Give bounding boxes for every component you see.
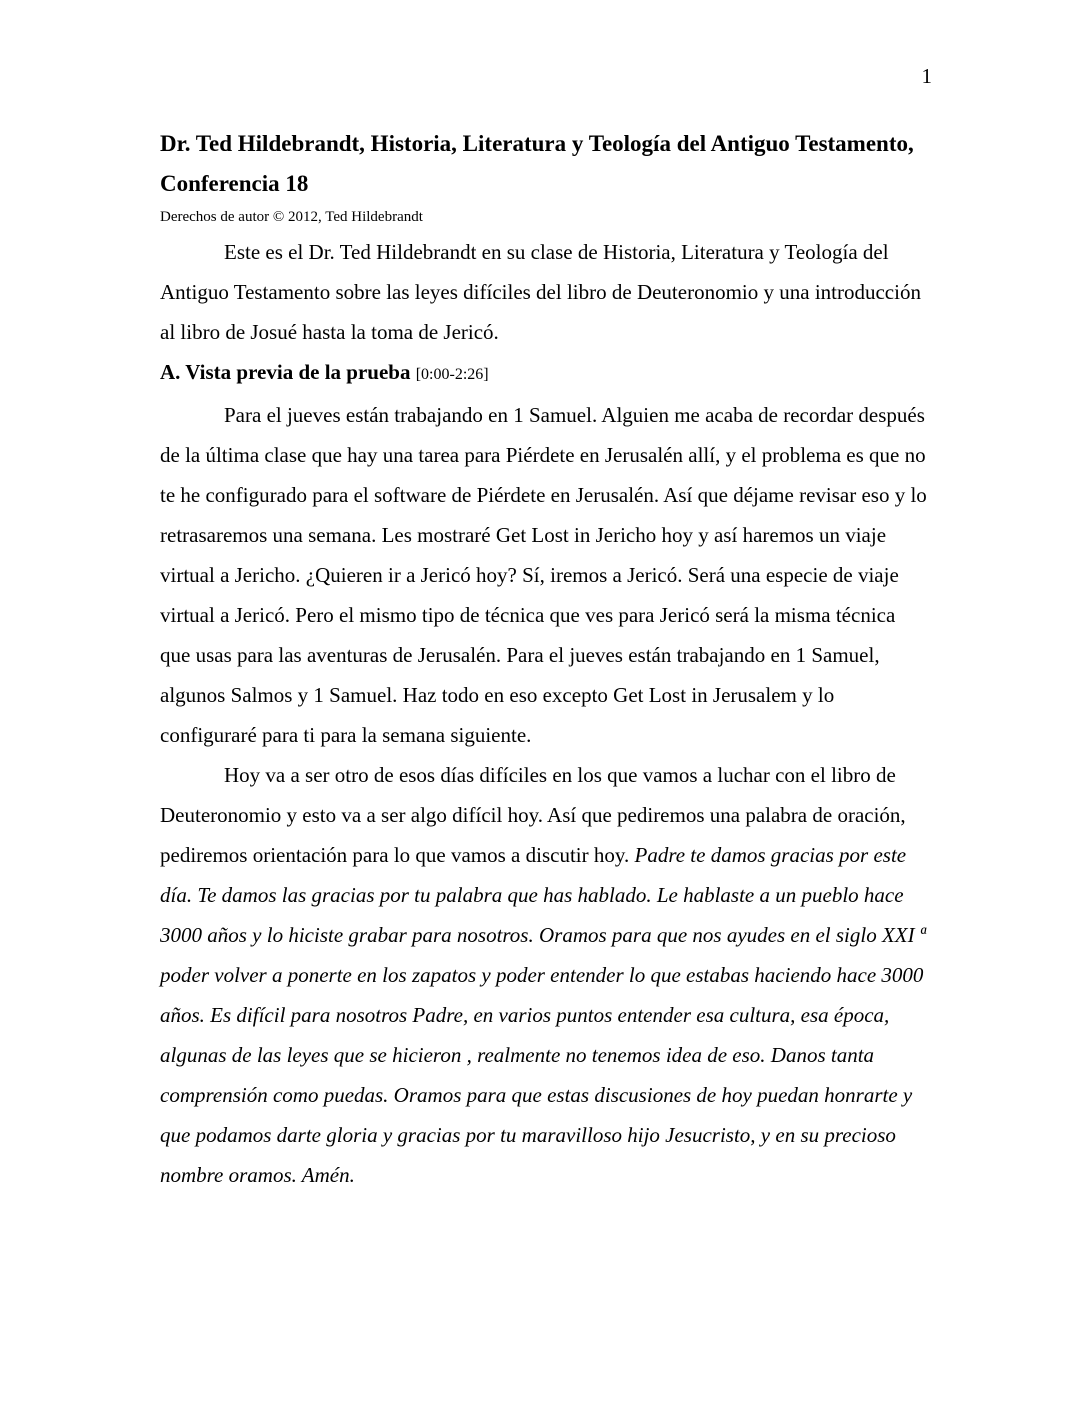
section-heading-timestamp: [0:00-2:26] <box>415 366 489 383</box>
prayer-text: Padre te damos gracias por este día. Te damos las gracias por tu palabra que has hablado. Le hablaste a un pueblo hace 3000 años y lo hiciste grabar para nosotros. Oramos para que nos ayudes en el siglo XXI ª poder volver a ponerte en los zapatos y poder entender lo que estabas haciendo hace 3000 años. Es difícil para nosotros Padre, en varios puntos entender esa cultura, esa época, algunas de las leyes que se hicieron , realmente no tenemos idea de eso. Danos tanta comprensión como puedas. Oramos para que estas discusiones de hoy puedan honrarte y que podamos darte gloria y gracias por tu maravilloso hijo Jesucristo, y en su precioso nombre oramos. Amén. <box>160 843 926 1187</box>
document-body <box>160 124 930 1195</box>
prayer-paragraph <box>160 755 930 1195</box>
document-title: Dr. Ted Hildebrandt, Historia, Literatura y Teología del Antiguo Testamento, Conferencia 18 <box>160 131 914 196</box>
copyright-notice: Derechos de autor © 2012, Ted Hildebrandt <box>160 209 423 225</box>
section-heading <box>160 352 930 395</box>
intro-paragraph: Este es el Dr. Ted Hildebrandt en su clase de Historia, Literatura y Teología del Antiguo Testamento sobre las leyes difíciles del libro de Deuteronomio y una introducción al libro de Josué hasta la toma de Jericó. <box>160 240 921 344</box>
page-number: 1 <box>921 64 932 88</box>
body-paragraph: Para el jueves están trabajando en 1 Samuel. Alguien me acaba de recordar después de la última clase que hay una tarea para Piérdete en Jerusalén allí, y el problema es que no te he configurado para el software de Piérdete en Jerusalén. Así que déjame revisar eso y lo retrasaremos una semana. Les mostraré Get Lost in Jericho hoy y así haremos un viaje virtual a Jericho. ¿Quieren ir a Jericó hoy? Sí, iremos a Jericó. Será una especie de viaje virtual a Jericó. Pero el mismo tipo de técnica que ves para Jericó será la misma técnica que usas para las aventuras de Jerusalén. Para el jueves están trabajando en 1 Samuel, algunos Salmos y 1 Samuel. Haz todo en eso excepto Get Lost in Jerusalem y lo configuraré para ti para la semana siguiente. <box>160 403 927 747</box>
section-heading-label: A. Vista previa de la prueba <box>160 360 411 384</box>
prayer-intro-text: Hoy va a ser otro de esos días difíciles en los que vamos a luchar con el libro de Deuteronomio y esto va a ser algo difícil hoy. Así que pediremos una palabra de oración, pediremos orientación para lo que vamos a discutir hoy. <box>160 763 906 867</box>
